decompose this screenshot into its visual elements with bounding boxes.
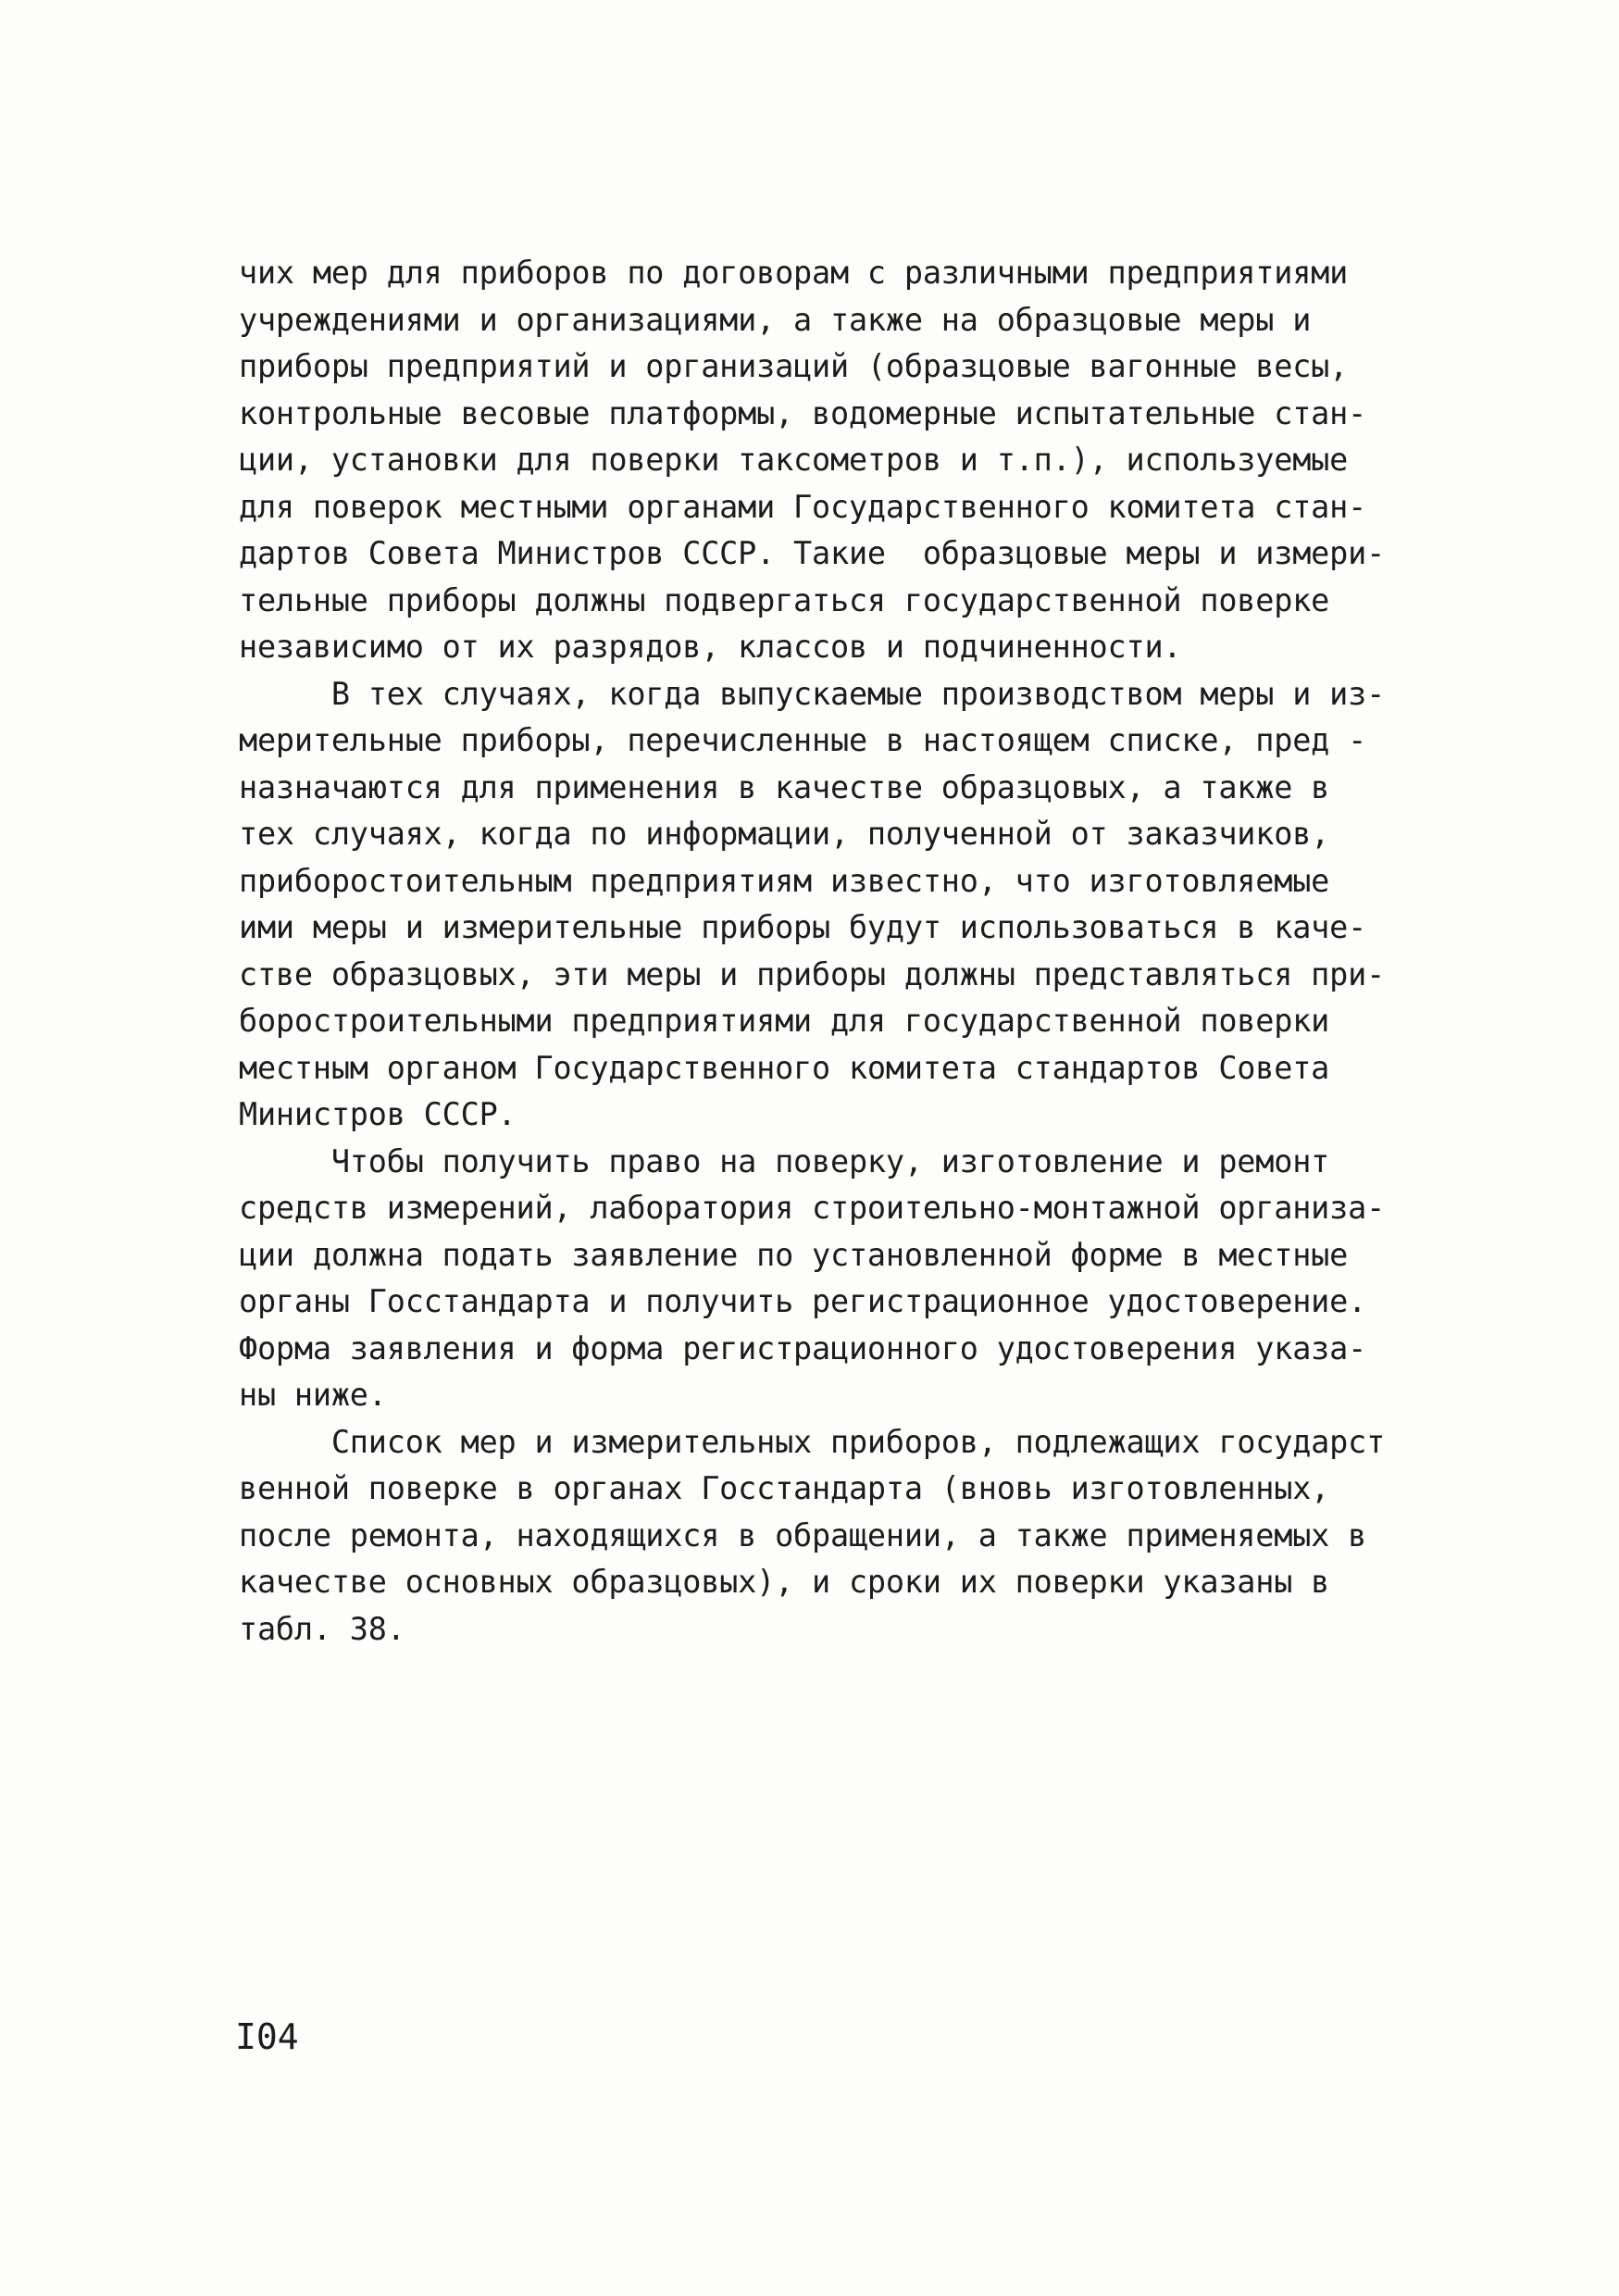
text-line: контрольные весовые платформы, водомерные испытательные стан- [239, 394, 1367, 431]
text-line: Список мер и измерительных приборов, подлежащих государст [239, 1423, 1386, 1460]
text-line: Министров СССР. [239, 1096, 517, 1132]
text-line: приборостоительным предприятиям известно, что изготовляемые [239, 862, 1330, 899]
text-line: стве образцовых, эти меры и приборы должны представляться при- [239, 955, 1386, 992]
text-line: средств измерений, лаборатория строительно-монтажной организа- [239, 1190, 1386, 1226]
text-line: независимо от их разрядов, классов и подчиненности. [239, 629, 1182, 665]
text-line: после ремонта, находящихся в обращении, а также применяемых в [239, 1516, 1367, 1554]
text-line: тех случаях, когда по информации, полученной от заказчиков, [239, 816, 1330, 852]
text-line: органы Госстандарта и получить регистрационное удостоверение. [239, 1283, 1367, 1319]
text-line: приборы предприятий и организаций (образцовые вагонные весы, [239, 348, 1349, 384]
text-line: назначаются для применения в качестве образцовых, а также в [239, 768, 1330, 805]
text-line: учреждениями и организациями, а также на образцовые меры и [239, 301, 1312, 338]
paragraph [239, 1419, 1405, 1653]
text-line: ими меры и измерительные приборы будут использоваться в каче- [239, 909, 1367, 945]
paragraph [239, 671, 1405, 1139]
body-text [239, 250, 1405, 1653]
text-line: ны ниже. [239, 1377, 387, 1413]
text-line: Форма заявления и форма регистрационного удостоверения указа- [239, 1329, 1367, 1366]
text-line: чих мер для приборов по договорам с различными предприятиями [239, 255, 1349, 291]
paragraph [239, 250, 1405, 671]
text-line: качестве основных образцовых), и сроки их поверки указаны в [239, 1564, 1330, 1600]
text-line: Чтобы получить право на поверку, изготовление и ремонт [239, 1142, 1330, 1179]
text-line: дартов Совета Министров СССР. Такие образцовые меры и измери- [239, 535, 1386, 571]
paragraph [239, 1139, 1405, 1419]
text-line: местным органом Государственного комитета стандартов Совета [239, 1049, 1330, 1086]
text-line: В тех случаях, когда выпускаемые производством меры и из- [239, 675, 1386, 712]
text-line: мерительные приборы, перечисленные в настоящем списке, пред - [239, 722, 1367, 758]
text-line: боростроительными предприятиями для государственной поверки [239, 1003, 1330, 1039]
text-line: венной поверке в органах Госстандарта (вновь изготовленных, [239, 1470, 1330, 1506]
page-number: I04 [235, 2016, 299, 2057]
text-line: ции должна подать заявление по установленной форме в местные [239, 1236, 1349, 1273]
text-line: тельные приборы должны подвергаться государственной поверке [239, 581, 1330, 618]
text-line: для поверок местными органами Государственного комитета стан- [239, 488, 1367, 525]
text-line: табл. 38. [239, 1610, 405, 1647]
text-line: ции, установки для поверки таксометров и т.п.), используемые [239, 442, 1349, 478]
